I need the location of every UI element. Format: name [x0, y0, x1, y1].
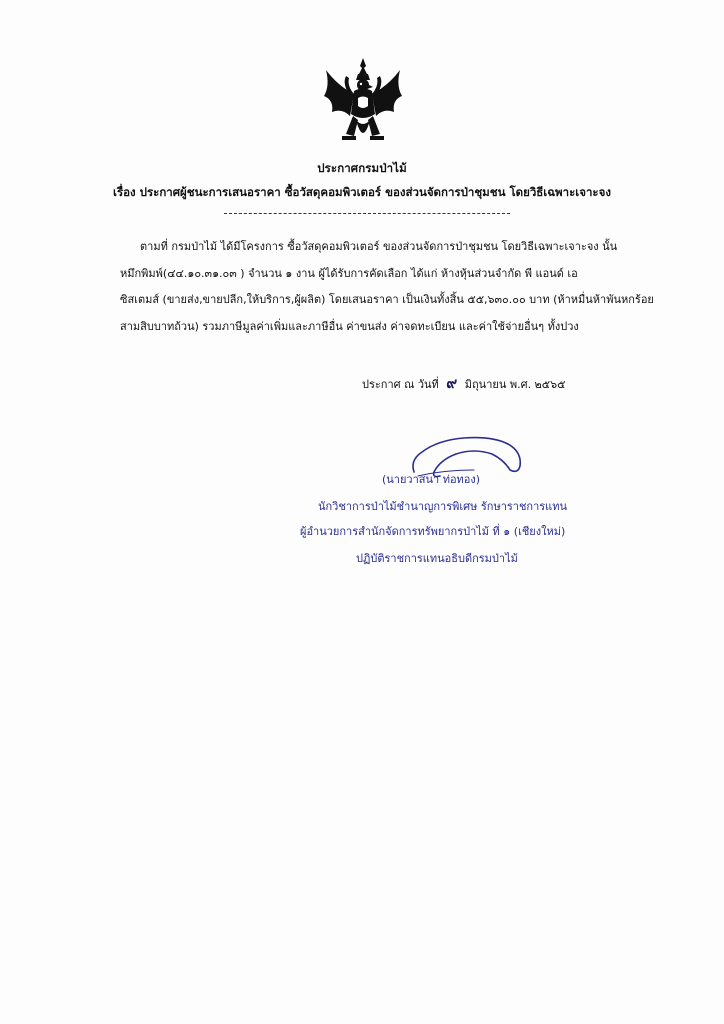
signatory-position: ผู้อำนวยการสำนักจัดการทรัพยากรป่าไม้ ที่ ๑ (เชียงใหม่): [300, 525, 566, 538]
body-line: สามสิบบาทถ้วน) รวมภาษีมูลค่าเพิ่มและภาษีอื่น ค่าขนส่ง ค่าจดทะเบียน และค่าใช้จ่ายอื่นๆ ทั้งปวง: [120, 320, 579, 333]
announcement-date: [362, 371, 565, 395]
signatory-name: (นายวาสนา ท่อทอง): [382, 473, 481, 486]
garuda-emblem-icon: [320, 56, 406, 148]
body-line: ตามที่ กรมป่าไม้ ได้มีโครงการ ซื้อวัสดุคอมพิวเตอร์ ของส่วนจัดการป่าชุมชน โดยวิธีเฉพาะเจาะจง นั้น: [140, 240, 618, 253]
signatory-position: นักวิชาการป่าไม้ชำนาญการพิเศษ รักษาราชการแทน: [318, 500, 568, 513]
date-suffix: มิถุนายน พ.ศ. ๒๕๖๕: [464, 378, 566, 391]
page-title: ประกาศกรมป่าไม้: [317, 161, 407, 175]
announcement-subject: เรื่อง ประกาศผู้ชนะการเสนอราคา ซื้อวัสดุคอมพิวเตอร์ ของส่วนจัดการป่าชุมชน โดยวิธีเฉพาะเจาะจง: [113, 185, 611, 199]
date-prefix: ประกาศ ณ วันที่: [362, 378, 439, 391]
body-line: หมึกพิมพ์(๔๔.๑๐.๓๑.๐๓ ) จำนวน ๑ งาน ผู้ได้รับการคัดเลือก ได้แก่ ห้างหุ้นส่วนจำกัด พี แอนด์ เอ: [120, 267, 578, 280]
date-day: ๙: [446, 374, 458, 392]
divider: [224, 213, 510, 214]
signatory-position: ปฏิบัติราชการแทนอธิบดีกรมป่าไม้: [356, 552, 518, 565]
body-line: ซิสเตมส์ (ขายส่ง,ขายปลีก,ให้บริการ,ผู้ผลิต) โดยเสนอราคา เป็นเงินทั้งสิ้น ๕๕,๖๓๐.๐๐ บาท (ห้าหมื่นห้าพันหกร้อย: [120, 293, 654, 306]
